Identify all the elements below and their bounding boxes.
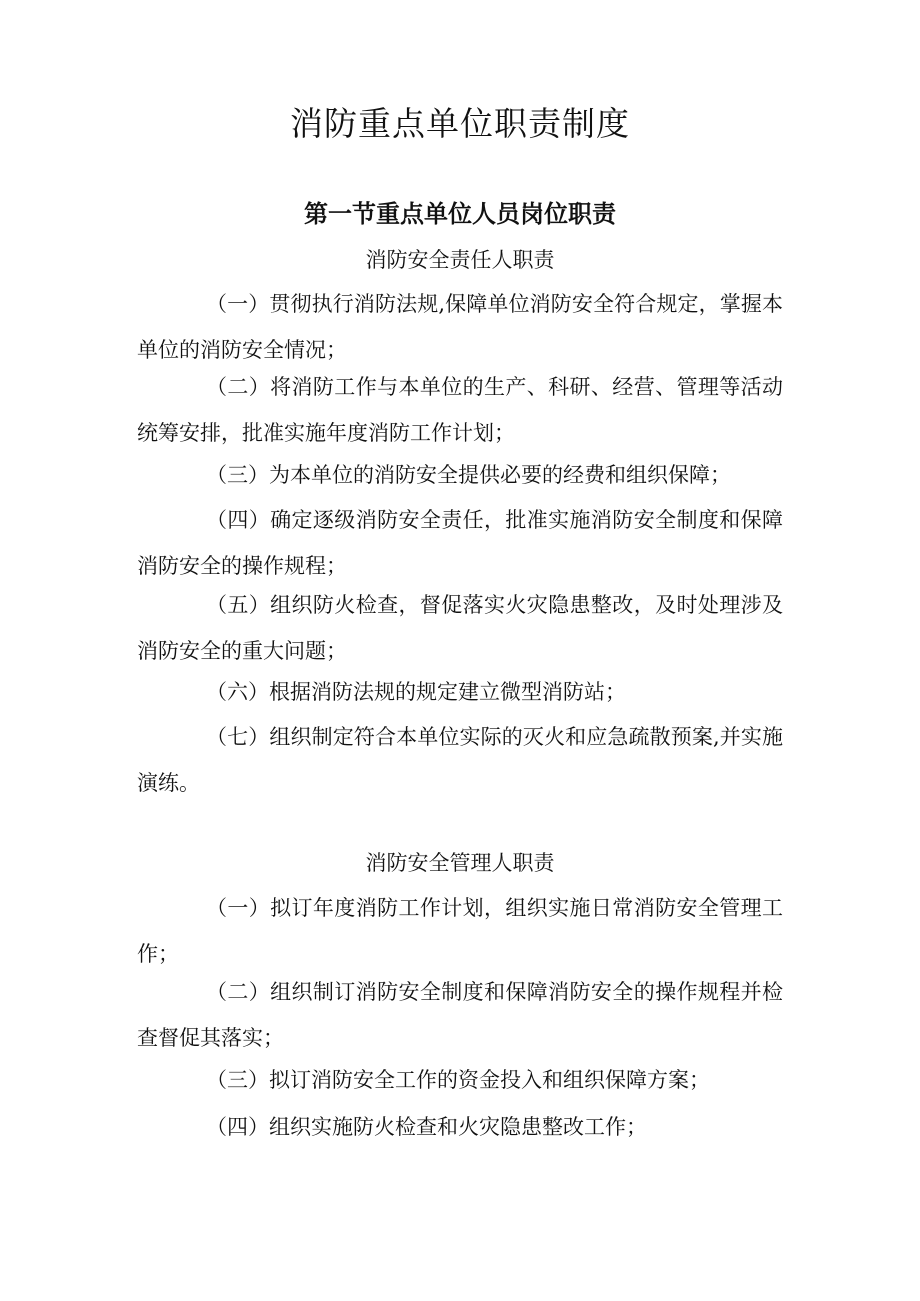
duty-item: （一）贯彻执行消防法规,保障单位消防安全符合规定，掌握本单位的消防安全情况； (137, 292, 783, 362)
duty-item: （二）将消防工作与本单位的生产、科研、经营、管理等活动统筹安排，批准实施年度消防工作计划； (137, 375, 783, 445)
duty-item: （三）拟订消防安全工作的资金投入和组织保障方案； (206, 1068, 710, 1092)
duty-item: （七）组织制定符合本单位实际的灭火和应急疏散预案,并实施演练。 (137, 725, 783, 795)
duty-item: （四）组织实施防火检查和火灾隐患整改工作； (206, 1115, 647, 1139)
group-heading: 消防安全责任人职责 (365, 248, 555, 272)
document-title: 消防重点单位职责制度 (290, 104, 630, 143)
section-title: 第一节重点单位人员岗位职责 (304, 200, 616, 228)
duty-item: （一）拟订年度消防工作计划，组织实施日常消防安全管理工作； (137, 896, 783, 966)
duty-item: （四）确定逐级消防安全责任，批准实施消防安全制度和保障消防安全的操作规程； (137, 508, 783, 578)
duty-item: （六）根据消防法规的规定建立微型消防站； (206, 680, 626, 704)
duty-item: （二）组织制订消防安全制度和保障消防安全的操作规程并检查督促其落实； (137, 980, 783, 1050)
duty-item: （五）组织防火检查，督促落实火灾隐患整改，及时处理涉及消防安全的重大问题； (137, 593, 783, 663)
duty-item: （三）为本单位的消防安全提供必要的经费和组织保障； (206, 463, 731, 487)
group-heading: 消防安全管理人职责 (365, 851, 555, 875)
